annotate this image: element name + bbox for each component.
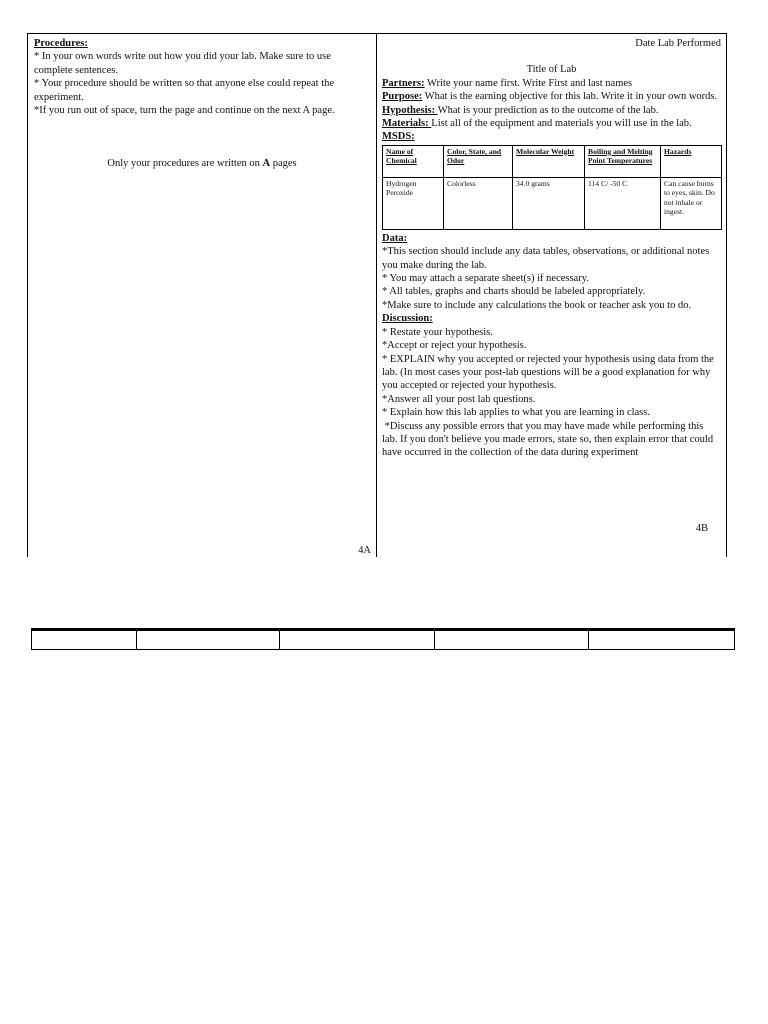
page-4b	[377, 33, 727, 557]
procedures-line: * In your own words write out how you did your lab. Make sure to use complete sentences.	[34, 51, 331, 76]
lab-title: Title of Lab	[526, 64, 577, 76]
msds-cell: Colorless	[444, 177, 513, 229]
data-heading: Data:	[382, 232, 408, 244]
materials-text: List all of the equipment and materials you will use in the lab.	[431, 118, 692, 130]
discussion-heading: Discussion:	[382, 313, 433, 325]
msds-header-cell: Color, State, and Odor	[444, 145, 513, 177]
data-line: * All tables, graphs and charts should be labeled appropriately.	[382, 286, 646, 298]
purpose-line	[382, 90, 721, 103]
msds-header-row	[383, 145, 722, 177]
procedures-line: * Your procedure should be written so that anyone else could repeat the experiment.	[34, 78, 335, 103]
strip-divider	[588, 631, 589, 649]
purpose-label: Purpose:	[382, 91, 423, 103]
partners-text: Write your name first. Write First and last names	[424, 77, 633, 89]
discussion-line: * Explain how this lab applies to what you are learning in class.	[382, 407, 650, 419]
partners-label: Partners:	[382, 77, 425, 89]
msds-header-cell: Hazards	[661, 145, 722, 177]
msds-header-cell: Molecular Weight	[513, 145, 585, 177]
notebook-spread	[27, 33, 727, 557]
hypothesis-line	[382, 104, 721, 117]
strip-divider	[279, 631, 280, 649]
procedures-line: *If you run out of space, turn the page and continue on the next A page.	[34, 105, 335, 117]
procedures-note	[34, 157, 370, 170]
note-bold: A	[262, 158, 271, 170]
discussion-line: * EXPLAIN why you accepted or rejected your hypothesis using data from the lab. (In most cases your post-lab questions will be a good explanation for why you accepted or rejected your hypothesis.	[382, 353, 714, 392]
materials-line	[382, 117, 721, 130]
procedures-heading: Procedures:	[34, 38, 88, 49]
msds-heading: MSDS:	[382, 131, 415, 143]
hypothesis-text: What is your prediction as to the outcome of the lab.	[437, 104, 659, 116]
data-line: *This section should include any data tables, observations, or additional notes you make during the lab.	[382, 246, 710, 271]
msds-table	[382, 145, 722, 230]
note-text: Only your procedures are written on	[107, 158, 263, 170]
page-number: 4A	[358, 545, 371, 556]
data-line: *Make sure to include any calculations the book or teacher ask you to do.	[382, 299, 692, 311]
materials-label: Materials:	[382, 118, 432, 130]
msds-cell: 34.0 grams	[513, 177, 585, 229]
hypothesis-label: Hypothesis:	[382, 104, 438, 116]
discussion-line: *Answer all your post lab questions.	[382, 393, 536, 405]
msds-cell: Can cause burns to eyes, skin. Do not inhale or ingest.	[661, 177, 722, 229]
data-line: * You may attach a separate sheet(s) if necessary.	[382, 273, 589, 285]
partners-line	[382, 77, 721, 90]
discussion-line: * Restate your hypothesis.	[382, 326, 493, 338]
discussion-line: *Discuss any possible errors that you may have made while performing this lab. If you don't believe you made errors, state so, then explain error that could have occurred in the collection of the data during experiment	[382, 420, 716, 459]
strip-divider	[136, 631, 137, 649]
msds-row	[383, 177, 722, 229]
date-field: Date Lab Performed	[635, 38, 721, 49]
note-text: pages	[270, 158, 297, 170]
page-4a	[27, 33, 377, 557]
page-number: 4B	[695, 523, 708, 534]
discussion-line: *Accept or reject your hypothesis.	[382, 340, 527, 352]
msds-header-cell: Name of Chemical	[383, 145, 444, 177]
msds-cell: 114 C/ -50 C	[585, 177, 661, 229]
purpose-text: What is the earning objective for this lab. Write it in your own words.	[422, 91, 718, 103]
msds-cell: Hydrogen Peroxide	[383, 177, 444, 229]
empty-table-strip	[31, 628, 735, 650]
msds-header-cell: Boiling and Melting Point Temperatures	[585, 145, 661, 177]
strip-divider	[434, 631, 435, 649]
